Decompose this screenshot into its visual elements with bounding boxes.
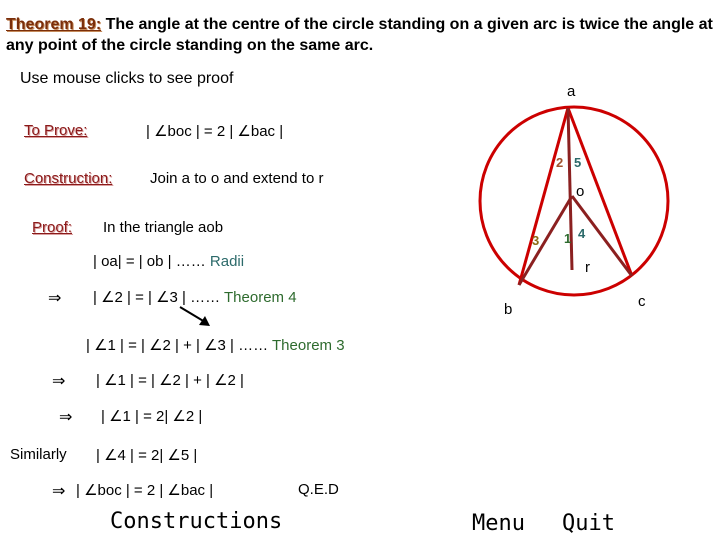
implies-arrow-2: ⇒ <box>52 373 66 390</box>
constructions-button[interactable]: Constructions <box>110 509 283 534</box>
conclusion: | ∠boc | = 2 | ∠bac | <box>76 482 214 499</box>
angle-2-label: 2 <box>556 155 564 170</box>
instruction-hint: Use mouse clicks to see proof <box>20 70 234 87</box>
point-o-label: o <box>576 183 585 200</box>
step-3: | ∠1 | = | ∠2 | + | ∠2 | <box>96 372 244 389</box>
proof-label: Proof: <box>32 219 73 236</box>
step-2-main: | ∠1 | = | ∠2 | + | ∠3 | …… <box>86 337 269 354</box>
construction-label: Construction: <box>24 170 113 187</box>
point-a-label: a <box>567 83 576 100</box>
qed-label: Q.E.D <box>298 481 339 498</box>
point-r-label: r <box>585 259 590 276</box>
construction-text: Join a to o and extend to r <box>150 170 324 187</box>
pointer-arrow-line <box>180 307 205 322</box>
implies-arrow-1: ⇒ <box>48 290 62 307</box>
quit-button[interactable]: Quit <box>562 511 615 536</box>
theorem-number: Theorem 19: <box>6 16 102 33</box>
radii-reason: Radii <box>209 253 245 270</box>
menu-button[interactable]: Menu <box>472 511 525 536</box>
implies-arrow-4: ⇒ <box>52 483 66 500</box>
theorem-statement: The angle at the centre of the circle standing on a given arc is twice the angle at any point of the circle standing on the same arc. <box>6 16 713 54</box>
step-5: | ∠4 | = 2| ∠5 | <box>96 447 198 464</box>
chord-ab <box>519 108 568 285</box>
angle-3-label: 3 <box>532 233 540 248</box>
angle-1-label: 1 <box>564 231 572 246</box>
implies-arrow-3: ⇒ <box>59 409 73 426</box>
step-1-reason: Theorem 4 <box>224 289 297 306</box>
step-4: | ∠1 | = 2| ∠2 | <box>101 408 203 425</box>
similarly-label: Similarly <box>10 446 67 463</box>
radii-main: | oa| = | ob | …… <box>93 253 206 270</box>
point-b-label: b <box>504 301 513 318</box>
step-2-reason: Theorem 3 <box>272 337 345 354</box>
proof-intro: In the triangle aob <box>103 219 224 236</box>
to-prove-statement: | ∠boc | = 2 | ∠bac | <box>146 123 284 140</box>
pointer-arrow-head <box>199 316 210 326</box>
point-c-label: c <box>638 293 646 310</box>
to-prove-label: To Prove: <box>24 122 88 139</box>
step-1-main: | ∠2 | = | ∠3 | …… <box>93 289 221 306</box>
angle-4-label: 4 <box>578 226 586 241</box>
angle-5-label: 5 <box>574 155 582 170</box>
